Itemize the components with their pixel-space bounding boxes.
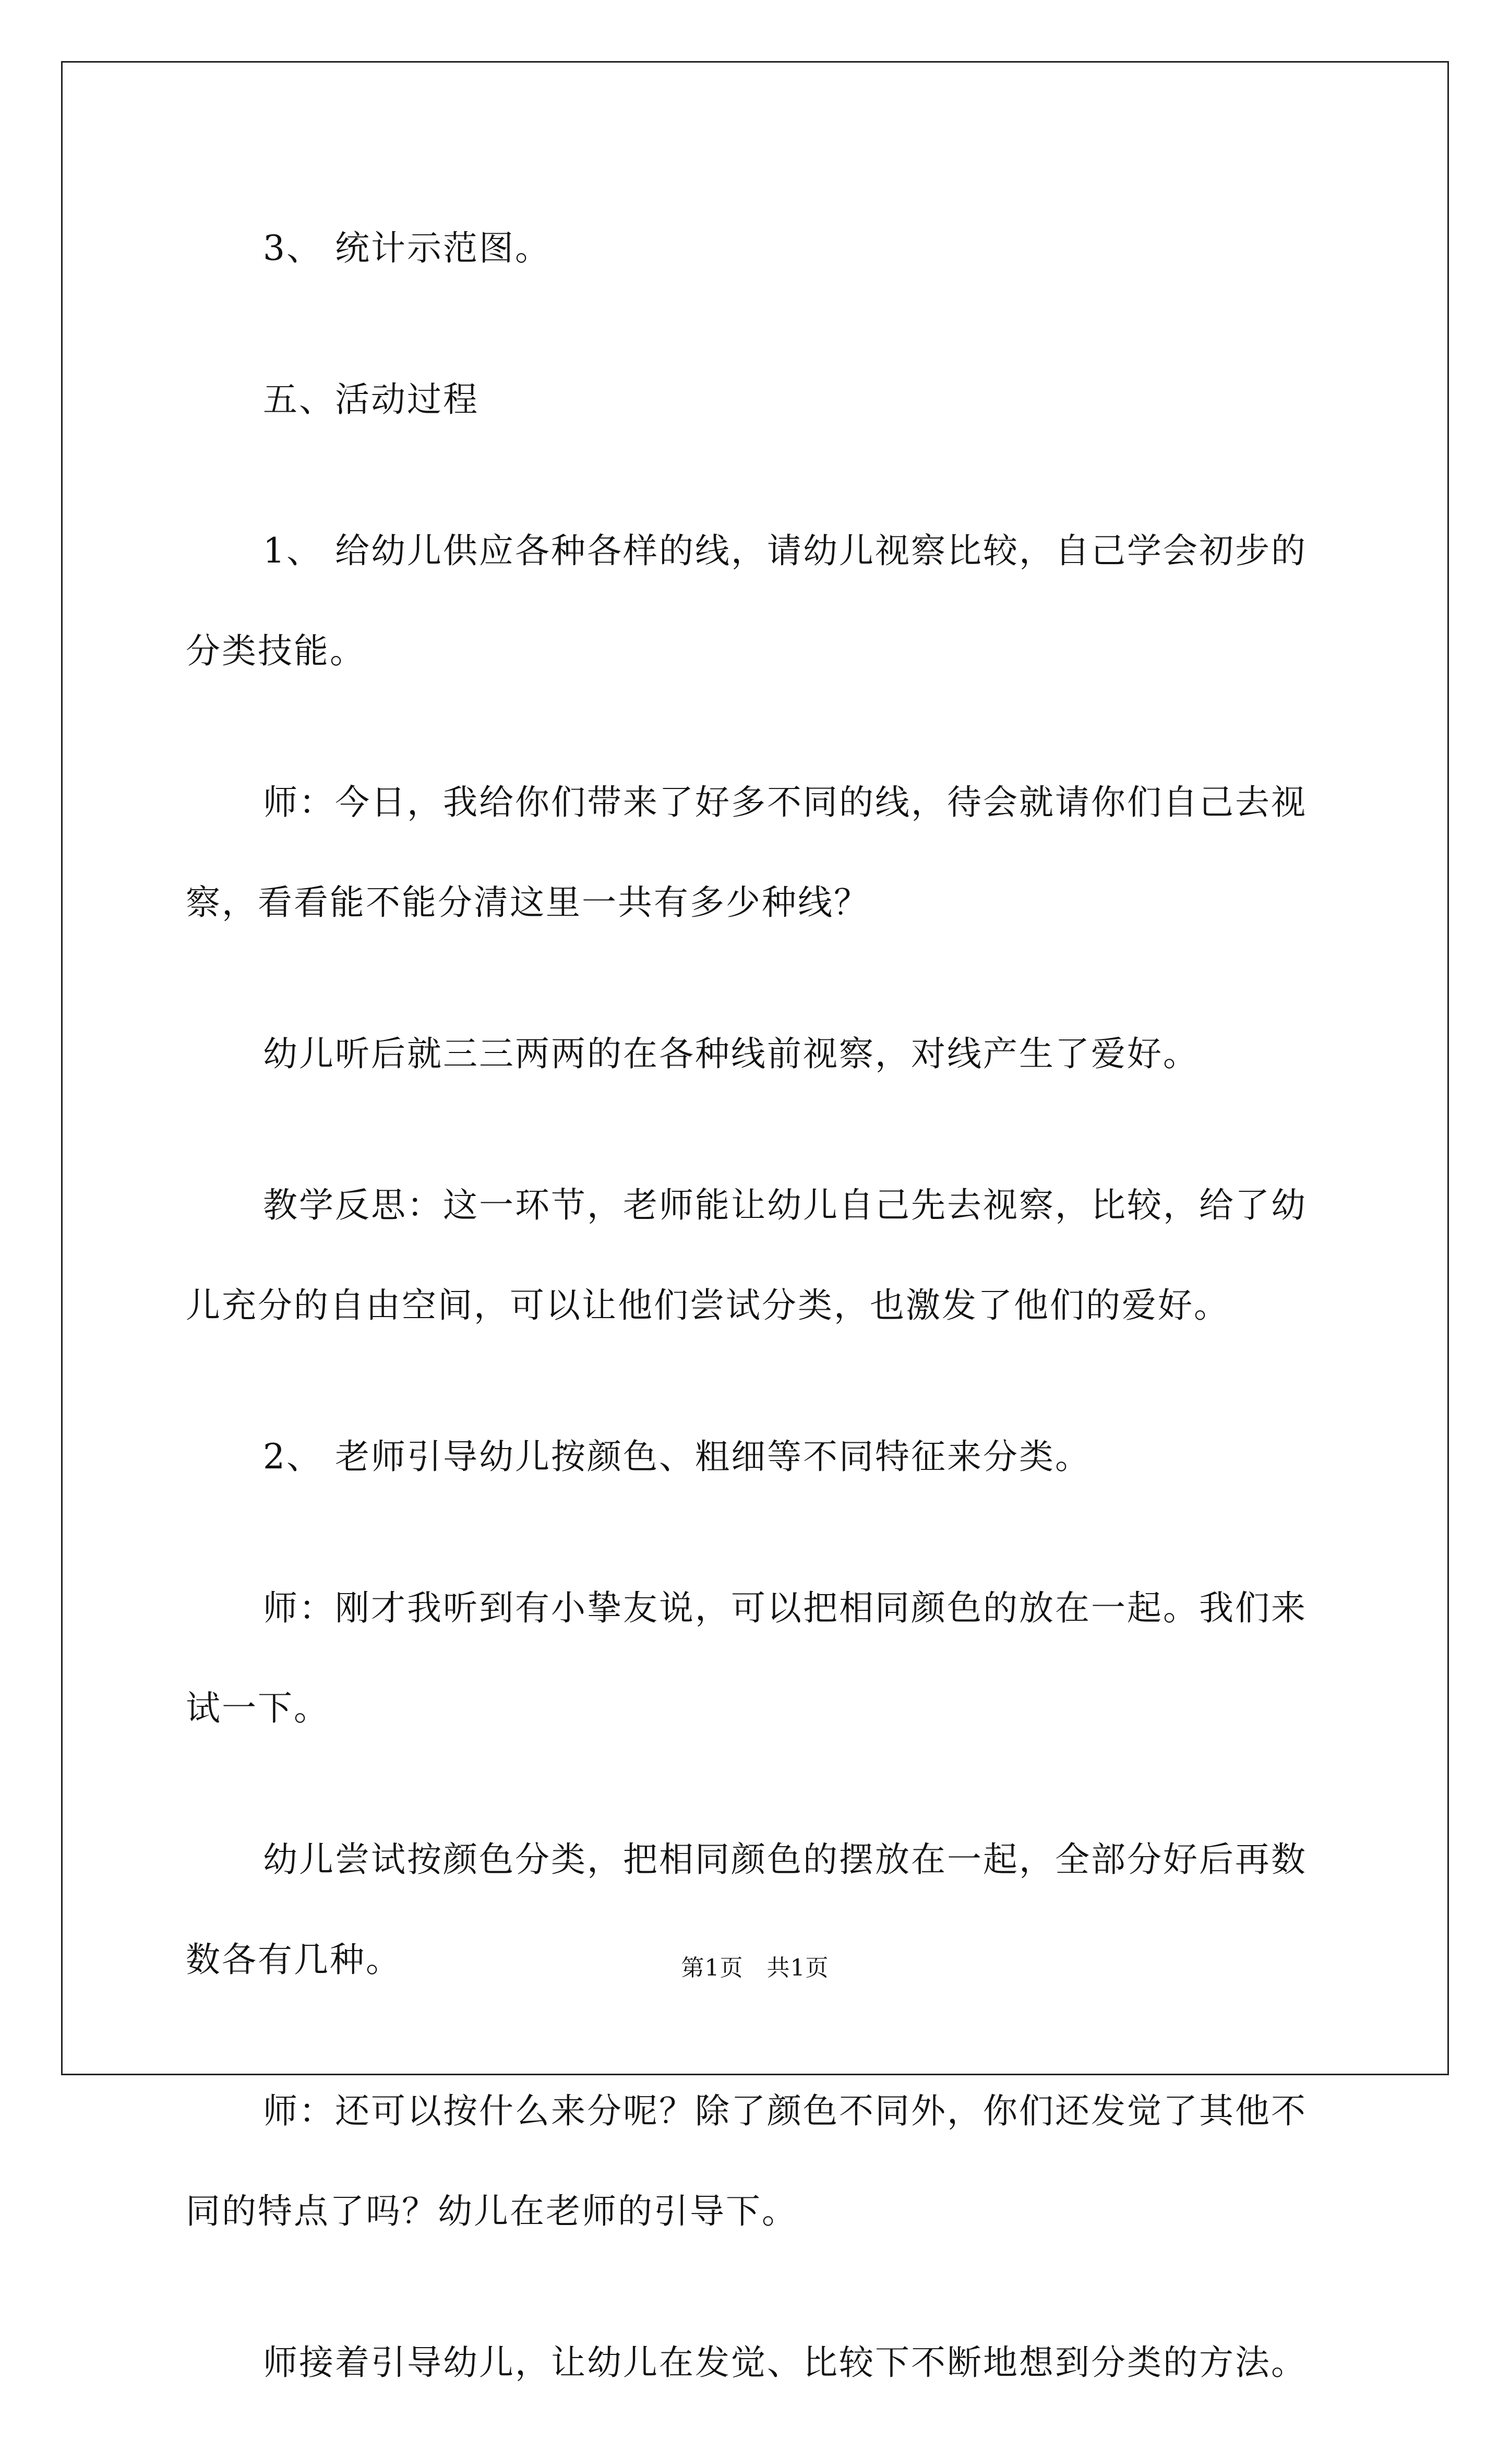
paragraph-3: 1、 给幼儿供应各种各样的线，请幼儿视察比较，自己学会初步的分类技能。 xyxy=(186,531,1307,671)
paragraph-11: 师接着引导幼儿，让幼儿在发觉、比较下不断地想到分类的方法。 xyxy=(263,2342,1307,2383)
paragraph-7: 2、 老师引导幼儿按颜色、粗细等不同特征来分类。 xyxy=(263,1437,1091,1477)
paragraph-10: 师：还可以按什么来分呢？除了颜色不同外，你们还发觉了其他不同的特点了吗？幼儿在老师的引导下。 xyxy=(186,2091,1307,2231)
paragraph-6: 教学反思：这一环节，老师能让幼儿自己先去视察，比较，给了幼儿充分的自由空间，可以让他们尝试分类，也激发了他们的爱好。 xyxy=(186,1185,1307,1325)
document-body xyxy=(186,198,1336,2464)
paragraph-8: 师：刚才我听到有小挚友说，可以把相同颜色的放在一起。我们来试一下。 xyxy=(186,1588,1307,1728)
paragraph-4: 师：今日，我给你们带来了好多不同的线，待会就请你们自己去视察，看看能不能分清这里一共有多少种线？ xyxy=(186,782,1307,923)
paragraph-2: 五、活动过程 xyxy=(263,379,479,420)
page-footer: 第1页 共1页 xyxy=(681,1955,829,1981)
paragraph-9: 幼儿尝试按颜色分类，把相同颜色的摆放在一起，全部分好后再数数各有几种。 xyxy=(186,1839,1307,1980)
paragraph-5: 幼儿听后就三三两两的在各种线前视察，对线产生了爱好。 xyxy=(263,1034,1199,1074)
paragraph-1: 3、 统计示范图。 xyxy=(263,228,551,268)
